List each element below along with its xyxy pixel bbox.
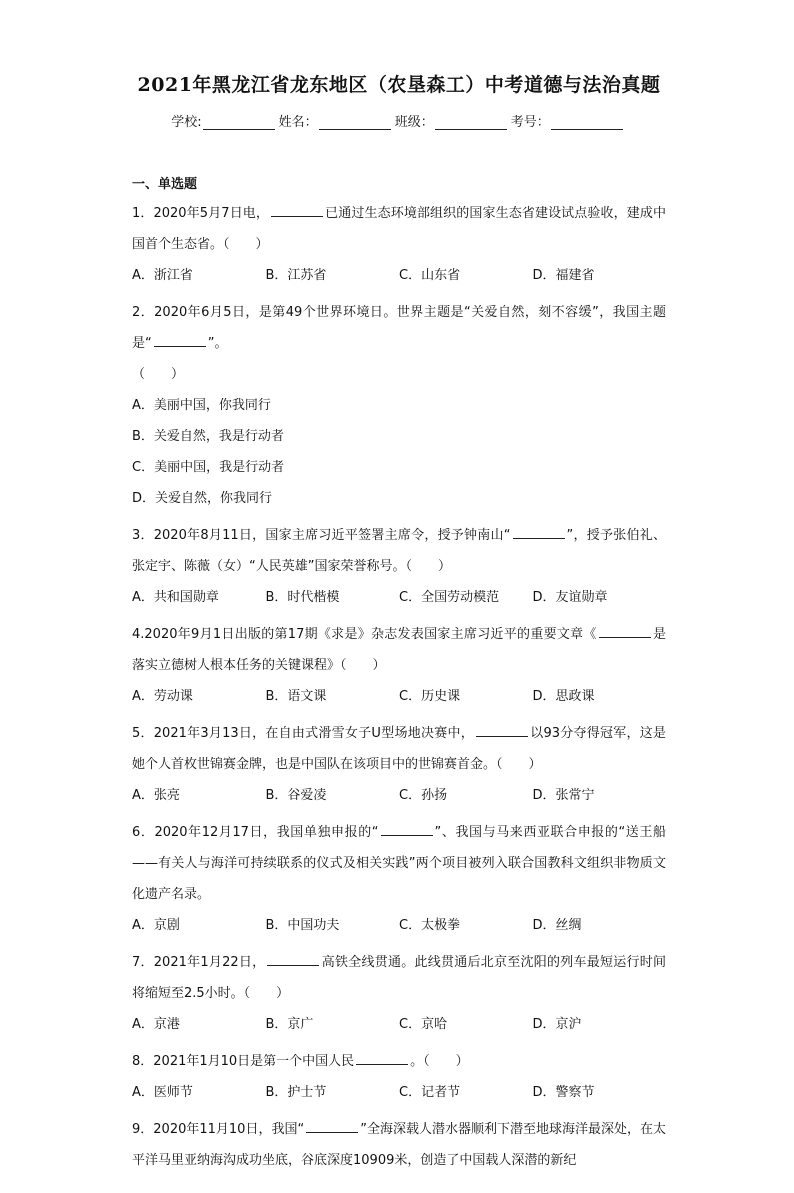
question-text: 5．2021年3月13日，在自由式滑雪女子U型场地决赛中， 以93分夺得冠军，这是她个人首枚世锦赛金牌，也是中国队在该项目中的世锦赛首金。（ ） <box>132 726 666 772</box>
name-label: 姓名： <box>278 115 318 130</box>
option-list <box>132 1009 666 1040</box>
question-7 <box>132 947 666 1040</box>
option-c: C．记者节 <box>399 1085 461 1100</box>
answer-blank <box>513 526 565 539</box>
question-text: 8．2021年1月10日是第一个中国人民 。（ ） <box>132 1054 469 1069</box>
option-b: B．关爱自然，我是行动者 <box>132 429 284 444</box>
exam-number-blank <box>551 115 623 130</box>
answer-blank <box>381 823 433 836</box>
option-b: B．京广 <box>265 1017 314 1032</box>
answer-blank <box>271 204 323 217</box>
option-b: B．时代楷模 <box>265 590 340 605</box>
option-a: A．张亮 <box>132 788 180 803</box>
option-a: A．京港 <box>132 1017 180 1032</box>
option-d: D．警察节 <box>532 1085 595 1100</box>
question-6 <box>132 817 666 941</box>
question-text: 1．2020年5月7日电， 已通过生态环境部组织的国家生态省建设试点验收，建成中国首个生态省。（ ） <box>132 206 666 252</box>
school-label: 学校: <box>171 115 202 130</box>
answer-blank <box>476 724 528 737</box>
question-text: 4.2020年9月1日出版的第17期《求是》杂志发表国家主席习近平的重要文章《 是落实立德树人根本任务的关键课程》（ ） <box>132 627 666 673</box>
answer-blank <box>154 334 206 347</box>
student-info-row <box>132 111 666 130</box>
question-text: 3．2020年8月11日，国家主席习近平签署主席令，授予钟南山“ ”，授予张伯礼、张定宇、陈薇（女）“人民英雄”国家荣誉称号。（ ） <box>132 528 666 574</box>
question-3 <box>132 520 666 613</box>
option-d: D．张常宁 <box>532 788 595 803</box>
question-8 <box>132 1046 666 1108</box>
school-field <box>171 111 274 130</box>
option-b: B．中国功夫 <box>265 918 340 933</box>
name-field <box>279 111 391 130</box>
school-blank <box>203 115 275 130</box>
class-blank <box>435 115 507 130</box>
option-list <box>132 780 666 811</box>
section-title: 一、单选题 <box>132 177 198 192</box>
option-c: C．孙扬 <box>399 788 448 803</box>
question-9 <box>132 1114 666 1176</box>
option-c: C．山东省 <box>399 268 461 283</box>
question-4 <box>132 619 666 712</box>
option-a: A．共和国勋章 <box>132 590 219 605</box>
answer-parentheses: （ ） <box>132 367 185 382</box>
class-field <box>395 111 507 130</box>
option-list <box>132 1077 666 1108</box>
option-d: D．丝绸 <box>532 918 582 933</box>
answer-blank <box>267 953 319 966</box>
exam-page <box>0 70 794 1193</box>
option-b: B．护士节 <box>265 1085 327 1100</box>
option-a: A．医师节 <box>132 1085 193 1100</box>
option-a: A．浙江省 <box>132 268 193 283</box>
option-b: B．语文课 <box>265 689 327 704</box>
option-d: D．福建省 <box>532 268 595 283</box>
option-list <box>132 910 666 941</box>
option-a: A．劳动课 <box>132 689 193 704</box>
question-text: 2．2020年6月5日，是第49个世界环境日。世界主题是“关爱自然，刻不容缓”，我国主题是“ ”。 <box>132 305 666 351</box>
option-d: D．京沪 <box>532 1017 582 1032</box>
option-list <box>132 260 666 291</box>
question-text: 6．2020年12月17日，我国单独申报的“ ”、我国与马来西亚联合申报的“送王船——有关人与海洋可持续联系的仪式及相关实践”两个项目被列入联合国教科文组织非物质文化遗产名录。 <box>132 825 666 902</box>
option-list <box>132 582 666 613</box>
option-c: C．美丽中国，我是行动者 <box>132 460 285 475</box>
question-1 <box>132 198 666 291</box>
question-text: 9．2020年11月10日，我国“ ”全海深载人潜水器顺利下潜至地球海洋最深处，在太平洋马里亚纳海沟成功坐底，谷底深度10909米，创造了中国载人深潜的新纪 <box>132 1122 666 1168</box>
option-list <box>132 681 666 712</box>
answer-blank <box>356 1052 408 1065</box>
name-blank <box>319 115 391 130</box>
option-d: D．友谊勋章 <box>532 590 608 605</box>
option-b: B．谷爱凌 <box>265 788 327 803</box>
option-a: A．京剧 <box>132 918 180 933</box>
exam-number-label: 考号： <box>510 115 550 130</box>
exam-number-field <box>511 111 623 130</box>
option-b: B．江苏省 <box>265 268 327 283</box>
question-text: 7．2021年1月22日， 高铁全线贯通。此线贯通后北京至沈阳的列车最短运行时间将缩短至2.5小时。（ ） <box>132 955 666 1001</box>
option-a: A．美丽中国，你我同行 <box>132 398 271 413</box>
class-label: 班级： <box>394 115 434 130</box>
answer-blank <box>599 625 651 638</box>
option-c: C．京哈 <box>399 1017 448 1032</box>
question-5 <box>132 718 666 811</box>
answer-blank <box>306 1120 358 1133</box>
option-d: D．关爱自然，你我同行 <box>132 491 273 506</box>
option-d: D．思政课 <box>532 689 595 704</box>
option-c: C．历史课 <box>399 689 461 704</box>
option-list <box>132 390 666 514</box>
option-c: C．全国劳动模范 <box>399 590 500 605</box>
exam-title: 2021年黑龙江省龙东地区（农垦森工）中考道德与法治真题 <box>137 74 661 96</box>
question-2 <box>132 297 666 514</box>
option-c: C．太极拳 <box>399 918 461 933</box>
